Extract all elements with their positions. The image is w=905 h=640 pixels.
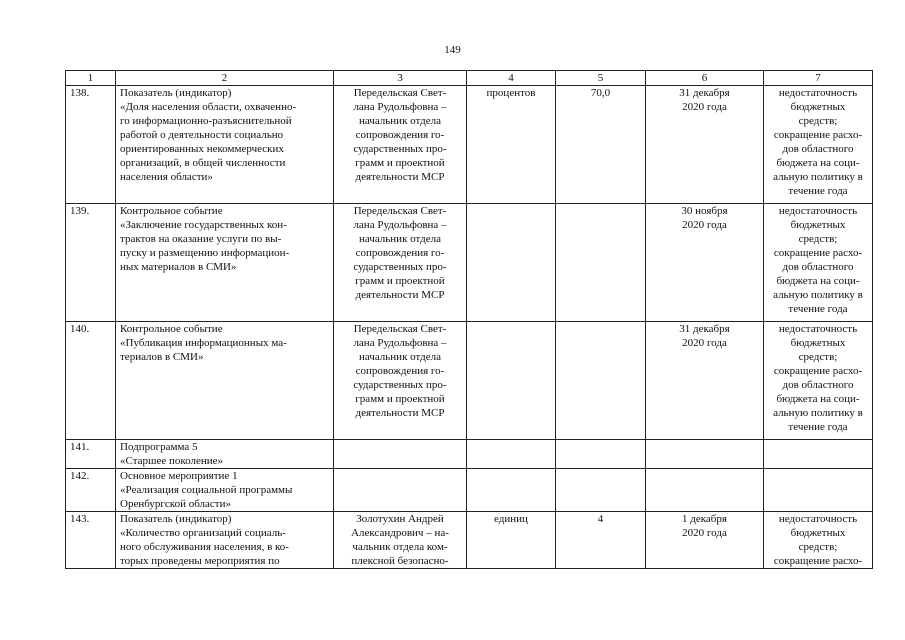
deadline-cell xyxy=(646,204,764,322)
cell-text: начальник отдела xyxy=(358,233,442,245)
cell-text: 2020 года xyxy=(682,337,727,349)
responsible-cell xyxy=(334,512,467,569)
unit-cell xyxy=(467,322,556,440)
table-row xyxy=(66,440,873,469)
cell-text: альную политику в xyxy=(773,171,863,183)
page-number: 149 xyxy=(444,44,461,56)
cell-text: начальник отдела xyxy=(358,351,442,363)
unit-cell xyxy=(467,469,556,512)
header-cell: 1 xyxy=(66,71,116,86)
table-row xyxy=(66,86,873,204)
deadline-cell xyxy=(646,469,764,512)
cell-text: сокращение расхо- xyxy=(773,247,863,259)
cell-text: Подпрограмма 5 xyxy=(120,441,198,453)
cell-text: «Публикация информационных ма- xyxy=(120,337,287,349)
cell-text: Контрольное событие xyxy=(120,205,223,217)
cell-text: 70,0 xyxy=(590,87,611,99)
cell-text: сокращение расхо- xyxy=(773,555,863,567)
cell-text: «Заключение государственных кон- xyxy=(120,219,287,231)
item-name-cell xyxy=(116,322,334,440)
cell-text: «Старшее поколение» xyxy=(120,455,224,467)
risk-cell xyxy=(764,322,873,440)
value-cell xyxy=(556,204,646,322)
cell-text: работой о деятельности социально xyxy=(120,129,284,141)
item-name-cell xyxy=(116,86,334,204)
cell-text: недостаточность xyxy=(778,323,858,335)
risk-cell xyxy=(764,86,873,204)
cell-text: Оренбургской области» xyxy=(120,498,231,510)
row-number-cell xyxy=(66,86,116,204)
value-cell xyxy=(556,440,646,469)
cell-text: дов областного xyxy=(782,379,854,391)
deadline-cell xyxy=(646,440,764,469)
cell-text: бюджетных xyxy=(790,527,846,539)
cell-text: средств; xyxy=(798,541,838,553)
unit-cell xyxy=(467,86,556,204)
risk-cell xyxy=(764,440,873,469)
cell-text: сокращение расхо- xyxy=(773,365,863,377)
value-cell xyxy=(556,322,646,440)
cell-text: Золотухин Андрей xyxy=(356,513,444,525)
cell-text: недостаточность xyxy=(778,513,858,525)
responsible-cell xyxy=(334,440,467,469)
cell-text: Передельская Свет- xyxy=(353,205,447,217)
cell-text: средств; xyxy=(798,351,838,363)
cell-text: деятельности МСР xyxy=(355,407,445,419)
cell-text: Основное мероприятие 1 xyxy=(120,470,238,482)
row-number-cell xyxy=(66,512,116,569)
responsible-cell xyxy=(334,322,467,440)
cell-text: пуску и размещению информацион- xyxy=(120,247,290,259)
cell-text: «Количество организаций социаль- xyxy=(120,527,286,539)
cell-text: недостаточность xyxy=(778,87,858,99)
value-cell xyxy=(556,512,646,569)
cell-text: течение года xyxy=(788,185,848,197)
header-cell: 7 xyxy=(764,71,873,86)
cell-text: ного обслуживания населения, в ко- xyxy=(120,541,289,553)
cell-text: 143. xyxy=(70,513,90,525)
cell-text: «Реализация социальной программы xyxy=(120,484,293,496)
cell-text: сопровождения го- xyxy=(355,365,445,377)
cell-text: Показатель (индикатор) xyxy=(120,513,232,525)
cell-text: лана Рудольфовна – xyxy=(353,219,447,231)
responsible-cell xyxy=(334,469,467,512)
cell-text: грамм и проектной xyxy=(355,393,445,405)
cell-text: 4 xyxy=(597,513,604,525)
cell-text: 2020 года xyxy=(682,527,727,539)
cell-text: альную политику в xyxy=(773,289,863,301)
cell-text: 140. xyxy=(70,323,90,335)
cell-text: 31 декабря xyxy=(679,323,730,335)
cell-text: ориентированных некоммерческих xyxy=(120,143,284,155)
cell-text: населения области» xyxy=(120,171,213,183)
cell-text: 142. xyxy=(70,470,90,482)
cell-text: сударственных про- xyxy=(353,379,447,391)
deadline-cell xyxy=(646,512,764,569)
cell-text: 30 ноября xyxy=(681,205,728,217)
cell-text: Передельская Свет- xyxy=(353,323,447,335)
cell-text: 2020 года xyxy=(682,101,727,113)
cell-text: дов областного xyxy=(782,261,854,273)
cell-text: 141. xyxy=(70,441,90,453)
cell-text: процентов xyxy=(486,87,536,99)
cell-text: течение года xyxy=(788,421,848,433)
cell-text: бюджета на соци- xyxy=(776,275,860,287)
unit-cell xyxy=(467,440,556,469)
cell-text: териалов в СМИ» xyxy=(120,351,204,363)
row-number-cell xyxy=(66,440,116,469)
cell-text: бюджета на соци- xyxy=(776,157,860,169)
table-header-row xyxy=(66,71,873,86)
deadline-cell xyxy=(646,86,764,204)
cell-text: 139. xyxy=(70,205,90,217)
cell-text: бюджетных xyxy=(790,101,846,113)
cell-text: чальник отдела ком- xyxy=(352,541,448,553)
table-row xyxy=(66,512,873,569)
cell-text: грамм и проектной xyxy=(355,275,445,287)
responsible-cell xyxy=(334,204,467,322)
cell-text: Александрович – на- xyxy=(351,527,449,539)
cell-text: течение года xyxy=(788,303,848,315)
item-name-cell xyxy=(116,469,334,512)
cell-text: организаций, в общей численности xyxy=(120,157,286,169)
header-cell: 2 xyxy=(116,71,334,86)
cell-text: сударственных про- xyxy=(353,143,447,155)
row-number-cell xyxy=(66,469,116,512)
risk-cell xyxy=(764,204,873,322)
cell-text: бюджетных xyxy=(790,219,846,231)
cell-text: сокращение расхо- xyxy=(773,129,863,141)
risk-cell xyxy=(764,512,873,569)
deadline-cell xyxy=(646,322,764,440)
unit-cell xyxy=(467,204,556,322)
plan-table xyxy=(65,70,873,569)
cell-text: го информационно-разъяснительной xyxy=(120,115,292,127)
cell-text: «Доля населения области, охваченно- xyxy=(120,101,297,113)
cell-text: ных материалов в СМИ» xyxy=(120,261,237,273)
cell-text: сопровождения го- xyxy=(355,247,445,259)
cell-text: деятельности МСР xyxy=(355,289,445,301)
cell-text: сударственных про- xyxy=(353,261,447,273)
cell-text: 1 декабря xyxy=(682,513,727,525)
header-cell: 4 xyxy=(467,71,556,86)
table-row xyxy=(66,469,873,512)
value-cell xyxy=(556,469,646,512)
unit-cell xyxy=(467,512,556,569)
value-cell xyxy=(556,86,646,204)
cell-text: альную политику в xyxy=(773,407,863,419)
table-row xyxy=(66,204,873,322)
item-name-cell xyxy=(116,440,334,469)
cell-text: бюджета на соци- xyxy=(776,393,860,405)
cell-text: средств; xyxy=(798,233,838,245)
cell-text: начальник отдела xyxy=(358,115,442,127)
cell-text: лана Рудольфовна – xyxy=(353,101,447,113)
cell-text: средств; xyxy=(798,115,838,127)
cell-text: трактов на оказание услуги по вы- xyxy=(120,233,282,245)
cell-text: торых проведены мероприятия по xyxy=(120,555,280,567)
cell-text: 138. xyxy=(70,87,90,99)
cell-text: 31 декабря xyxy=(679,87,730,99)
item-name-cell xyxy=(116,204,334,322)
cell-text: бюджетных xyxy=(790,337,846,349)
responsible-cell xyxy=(334,86,467,204)
cell-text: 2020 года xyxy=(682,219,727,231)
cell-text: Контрольное событие xyxy=(120,323,223,335)
row-number-cell xyxy=(66,204,116,322)
header-cell: 6 xyxy=(646,71,764,86)
row-number-cell xyxy=(66,322,116,440)
header-cell: 5 xyxy=(556,71,646,86)
item-name-cell xyxy=(116,512,334,569)
cell-text: Показатель (индикатор) xyxy=(120,87,232,99)
cell-text: грамм и проектной xyxy=(355,157,445,169)
table-row xyxy=(66,322,873,440)
cell-text: Передельская Свет- xyxy=(353,87,447,99)
cell-text: плексной безопасно- xyxy=(351,555,449,567)
risk-cell xyxy=(764,469,873,512)
cell-text: недостаточность xyxy=(778,205,858,217)
cell-text: лана Рудольфовна – xyxy=(353,337,447,349)
cell-text: дов областного xyxy=(782,143,854,155)
cell-text: сопровождения го- xyxy=(355,129,445,141)
cell-text: деятельности МСР xyxy=(355,171,445,183)
header-cell: 3 xyxy=(334,71,467,86)
cell-text: единиц xyxy=(494,513,528,525)
